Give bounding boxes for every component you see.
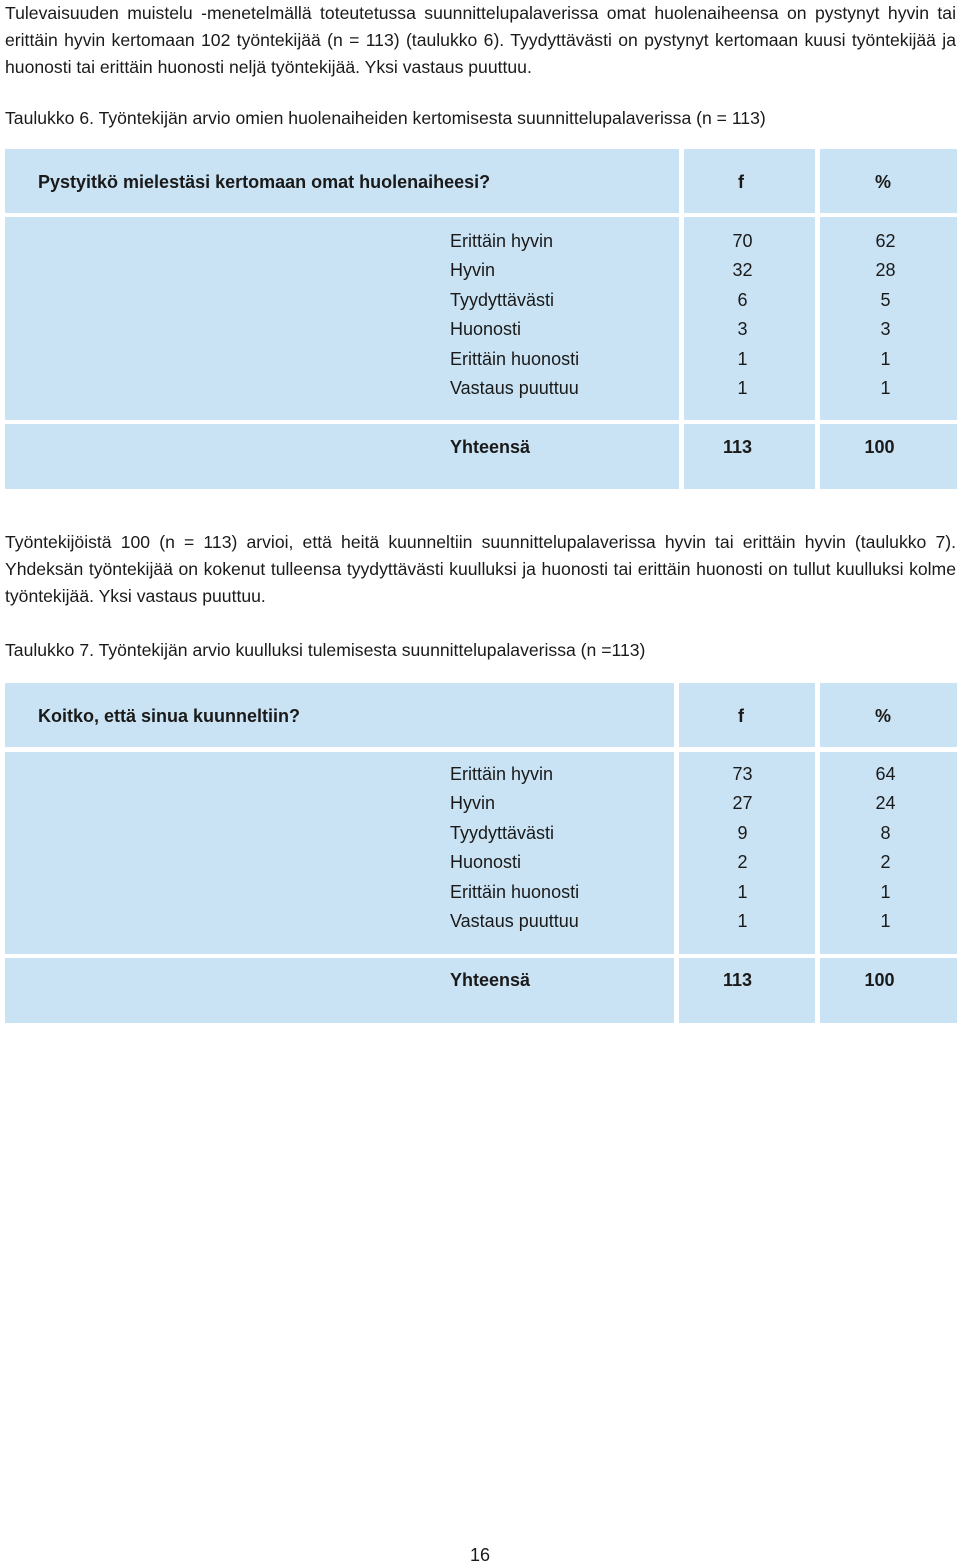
table7-row-pct: 8: [880, 822, 891, 843]
table7-row-label: Huonosti: [450, 852, 522, 873]
table7-f-header-cell: [679, 683, 815, 747]
table6-total-f: 113: [722, 437, 753, 457]
table7-row-pct: 2: [880, 852, 891, 873]
table6-total-label-cell: [5, 424, 679, 489]
table7-row-label: Tyydyttävästi: [450, 822, 555, 843]
table6-row-label: Tyydyttävästi: [450, 289, 555, 310]
table7-row-pct: 1: [880, 881, 891, 902]
table7-row-label: Erittäin huonosti: [450, 881, 580, 902]
table6-row-label: Erittäin huonosti: [450, 348, 580, 369]
table6-caption: Taulukko 6. Työntekijän arvio omien huolenaiheiden kertomisesta suunnittelupalaverissa (n = 113): [5, 108, 766, 128]
table7-total-label-cell: [5, 958, 674, 1023]
table7-row-f: 27: [732, 793, 753, 814]
table7-row-f: 73: [732, 764, 753, 784]
table-6: [5, 149, 957, 489]
intro-paragraph: Tulevaisuuden muistelu -menetelmällä toteutetussa suunnittelupalaverissa omat huolenaiheensa on pystynyt hyvin tai erittäin hyvin kertomaan 102 työntekijää (n = 113) (taulukko 6). Tyydyttävästi on pystynyt kertomaan kuusi työntekijää ja huonosti tai erittäin huonosti neljä työntekijää. Yksi vastaus puuttuu.: [5, 3, 956, 77]
table6-row-f: 6: [737, 289, 748, 310]
table6-row-pct: 1: [880, 378, 891, 398]
table-7: [5, 683, 957, 1023]
table6-total-label: Yhteensä: [450, 437, 531, 457]
page-number: 16: [469, 1545, 491, 1565]
table7-pct-header: %: [875, 706, 892, 726]
table7-total-label: Yhteensä: [450, 970, 531, 990]
middle-paragraph: Työntekijöistä 100 (n = 113) arvioi, että heitä kuunneltiin suunnittelupalaverissa hyvin tai erittäin hyvin (taulukko 7). Yhdeksän työntekijää on kokenut tulleensa tyydyttävästi kuulluksi ja huonosti tai erittäin huonosti on tullut kuulluksi kolme työntekijää. Yksi vastaus puuttuu.: [5, 532, 956, 606]
table7-row-f: 1: [737, 881, 748, 902]
table6-row-pct: 28: [875, 260, 896, 281]
table6-question: Pystyitkö mielestäsi kertomaan omat huolenaiheesi?: [38, 172, 491, 192]
table6-row-pct: 3: [880, 319, 891, 340]
table7-row-label: Erittäin hyvin: [450, 764, 554, 784]
table7-question: Koitko, että sinua kuunneltiin?: [38, 706, 301, 726]
table6-row-f: 3: [737, 319, 748, 340]
table6-row-f: 32: [732, 260, 753, 281]
table7-row-pct: 64: [875, 764, 896, 784]
table7-row-label: Vastaus puuttuu: [450, 911, 579, 931]
table7-f-header: f: [738, 706, 744, 726]
table6-row-pct: 62: [875, 231, 896, 251]
table6-row-label: Huonosti: [450, 319, 522, 340]
table6-row-label: Vastaus puuttuu: [450, 378, 579, 398]
table6-row-pct: 1: [880, 348, 891, 369]
table7-row-label: Hyvin: [450, 793, 496, 814]
table6-total-pct: 100: [864, 437, 895, 457]
table7-total-f: 113: [722, 970, 753, 990]
table6-f-header: f: [738, 172, 744, 192]
table7-row-f: 9: [737, 822, 748, 843]
table7-row-f: 2: [737, 852, 748, 873]
table6-row-f: 1: [737, 348, 748, 369]
table7-row-pct: 24: [875, 793, 896, 814]
table7-row-pct: 1: [880, 911, 891, 931]
table6-pct-header: %: [875, 172, 892, 192]
table6-row-f: 1: [737, 378, 748, 398]
table7-row-f: 1: [737, 911, 748, 931]
table7-total-pct: 100: [864, 970, 895, 990]
table6-row-label: Erittäin hyvin: [450, 231, 554, 251]
table6-row-f: 70: [732, 231, 753, 251]
table7-caption: Taulukko 7. Työntekijän arvio kuulluksi tulemisesta suunnittelupalaverissa (n =113): [5, 640, 646, 660]
table6-row-pct: 5: [880, 289, 891, 310]
table6-f-header-cell: [684, 149, 815, 213]
table6-row-label: Hyvin: [450, 260, 496, 281]
